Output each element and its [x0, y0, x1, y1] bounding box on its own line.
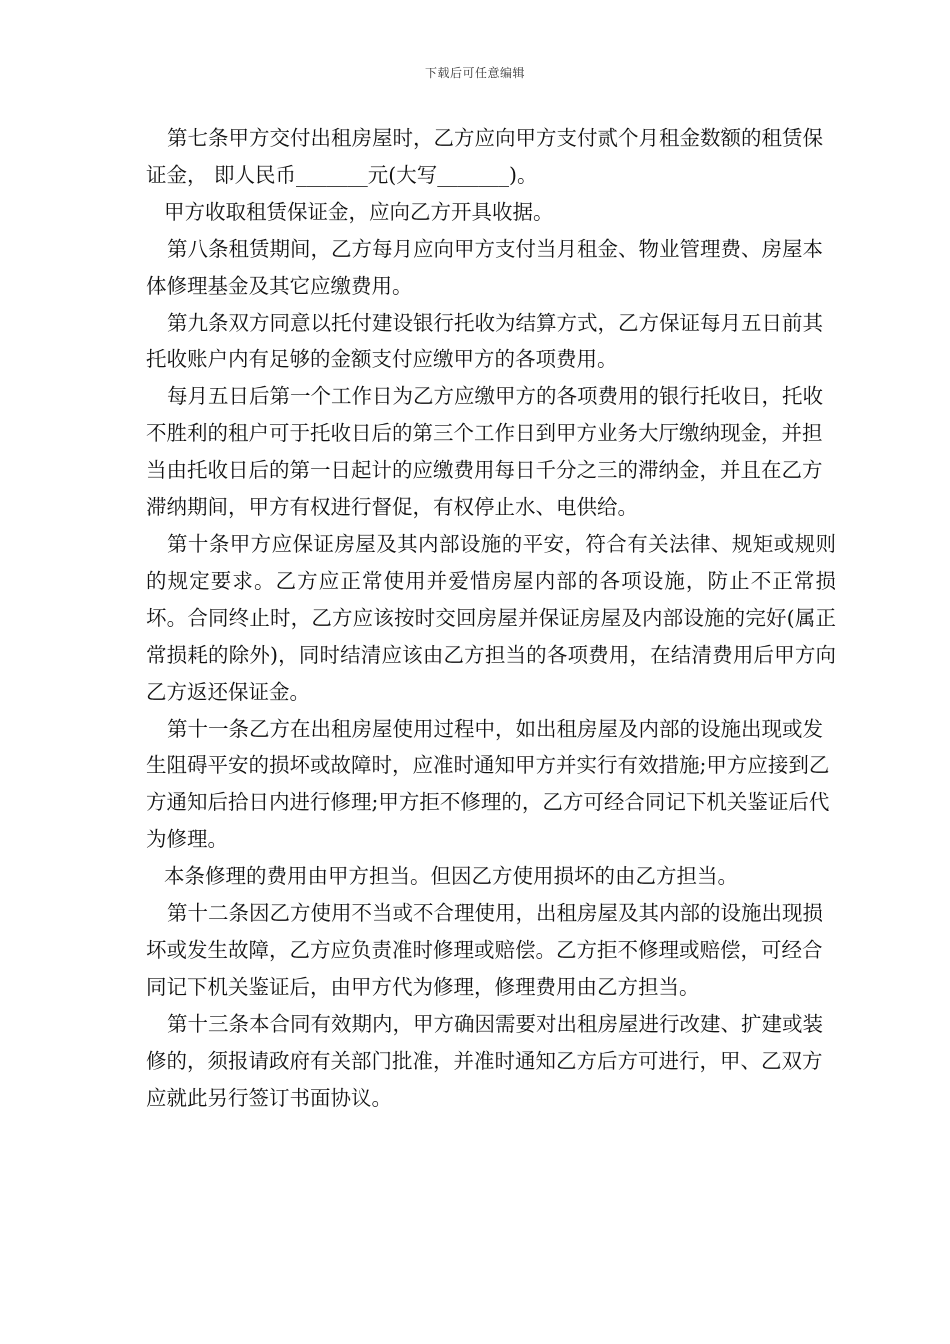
paragraph-article-12: 第十二条因乙方使用不当或不合理使用，出租房屋及其内部的设施出现损坏或发生故障，乙方应负责准时修理或赔偿。乙方拒不修理或赔偿，可经合同记下机关鉴证后，由甲方代为修理，修理费用由乙方担当。: [146, 901, 823, 999]
paragraph-article-8: 第八条租赁期间，乙方每月应向甲方支付当月租金、物业管理费、房屋本体修理基金及其它应缴费用。: [146, 236, 823, 298]
paragraph-deposit-receipt: 甲方收取租赁保证金，应向乙方开具收据。: [164, 199, 554, 224]
paragraph-collection-day: 每月五日后第一个工作日为乙方应缴甲方的各项费用的银行托收日，托收不胜利的租户可于托收日后的第三个工作日到甲方业务大厅缴纳现金，并担当由托收日后的第一日起计的应缴费用每日千分之三的滞纳金，并且在乙方滞纳期间，甲方有权进行督促，有权停止水、电供给。: [146, 384, 823, 520]
document-body: [146, 120, 836, 1116]
paragraph-article-9: 第九条双方同意以托付建设银行托收为结算方式，乙方保证每月五日前其托收账户内有足够的金额支付应缴甲方的各项费用。: [146, 310, 823, 372]
paragraph-repair-cost: 本条修理的费用由甲方担当。但因乙方使用损坏的由乙方担当。: [164, 864, 738, 889]
paragraph-article-13: 第十三条本合同有效期内，甲方确因需要对出租房屋进行改建、扩建或装修的，须报请政府有关部门批准，并准时通知乙方后方可进行，甲、乙双方应就此另行签订书面协议。: [146, 1011, 823, 1110]
paragraph-article-10: 第十条甲方应保证房屋及其内部设施的平安，符合有关法律、规矩或规则的规定要求。乙方应正常使用并爱惜房屋内部的各项设施，防止不正常损坏。合同终止时，乙方应该按时交回房屋并保证房屋及内部设施的完好(属正常损耗的除外)，同时结清应该由乙方担当的各项费用，在结清费用后甲方向乙方返还保证金。: [146, 531, 836, 704]
page-header: 下载后可任意编辑: [424, 66, 525, 80]
paragraph-article-7: 第七条甲方交付出租房屋时，乙方应向甲方支付贰个月租金数额的租赁保证金， 即人民币_______元(大写_______)。: [146, 126, 823, 187]
paragraph-article-11: 第十一条乙方在出租房屋使用过程中，如出租房屋及内部的设施出现或发生阻碍平安的损坏或故障时，应准时通知甲方并实行有效措施;甲方应接到乙方通知后拾日内进行修理;甲方拒不修理的，乙方可经合同记下机关鉴证后代为修理。: [146, 716, 830, 852]
